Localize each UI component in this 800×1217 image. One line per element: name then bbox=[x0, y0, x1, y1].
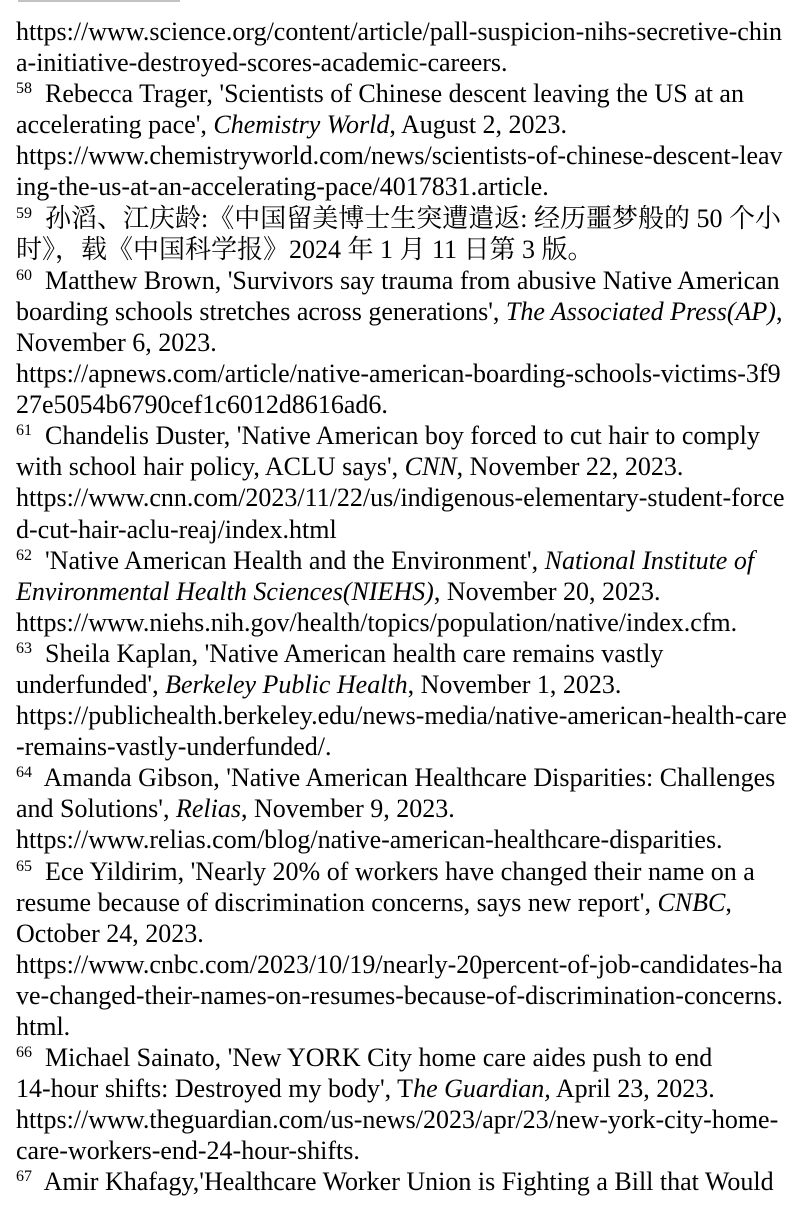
footnote-line bbox=[16, 234, 800, 265]
footnote-text: https://www.cnn.com/2023/11/22/us/indigenous-elementary-student-force bbox=[16, 483, 785, 513]
footnote-line bbox=[16, 389, 800, 420]
footnote-text: October 24, 2023. bbox=[16, 918, 204, 948]
footnote-text: April 23, 2023. bbox=[550, 1074, 715, 1104]
footnote-text: resume because of discrimination concerns, says new report', bbox=[16, 887, 658, 917]
footnote-text: -remains-vastly-underfunded/. bbox=[16, 732, 332, 762]
footnote-line bbox=[16, 16, 800, 47]
source-title-italic: Berkeley Public Health bbox=[165, 669, 408, 699]
footnote-line bbox=[16, 918, 800, 949]
footnote-text: https://www.niehs.nih.gov/health/topics/population/native/index.cfm. bbox=[16, 607, 738, 637]
footnote-text: underfunded', bbox=[16, 669, 166, 699]
footnote-line bbox=[16, 78, 800, 109]
footnote-line bbox=[16, 762, 800, 793]
source-title-italic: he Guardian, bbox=[413, 1074, 551, 1104]
footnote-line bbox=[16, 856, 800, 887]
footnote-line bbox=[16, 980, 800, 1011]
footnote-text: Rebecca Trager, 'Scientists of Chinese descent leaving the US at an bbox=[32, 79, 744, 109]
footnote-line bbox=[16, 1104, 800, 1135]
footnote-line bbox=[16, 451, 800, 482]
footnote-text: , bbox=[775, 296, 783, 326]
footnote-line bbox=[16, 607, 800, 638]
footnote-line bbox=[16, 545, 800, 576]
footnote-text: ing-the-us-at-an-accelerating-pace/4017831.article. bbox=[16, 172, 549, 202]
footnote-text: , November 9, 2023. bbox=[240, 794, 455, 824]
footnote-text: https://publichealth.berkeley.edu/news-media/native-american-health-care bbox=[16, 701, 787, 731]
footnote-number: 58 bbox=[16, 80, 32, 98]
footnote-number: 60 bbox=[16, 266, 32, 284]
footnote-line bbox=[16, 887, 800, 918]
footnote-lines bbox=[16, 16, 800, 1198]
footnote-text: 孙滔、江庆龄:《中国留美博士生突遭遣返: 经历噩梦般的 50 个小 bbox=[32, 203, 781, 233]
source-title-italic: CNBC bbox=[657, 887, 726, 917]
footnote-line bbox=[16, 140, 800, 171]
footnote-text: ve-changed-their-names-on-resumes-because-of-discrimination-concerns. bbox=[16, 980, 783, 1010]
footnote-number: 66 bbox=[16, 1044, 32, 1062]
footnote-text: https://www.science.org/content/article/pall-suspicion-nihs-secretive-chin bbox=[16, 17, 783, 46]
footnote-text: boarding schools stretches across generations', bbox=[16, 296, 506, 326]
source-title-italic: Chemistry World bbox=[213, 110, 390, 140]
footnote-line bbox=[16, 482, 800, 513]
footnote-line bbox=[16, 514, 800, 545]
footnote-text: Amanda Gibson, 'Native American Healthcare Disparities: Challenges bbox=[32, 763, 776, 793]
footnote-line bbox=[16, 669, 800, 700]
footnote-text: 14-hour shifts: Destroyed my body', T bbox=[16, 1074, 414, 1104]
footnote-text: , November 20, 2023. bbox=[433, 576, 661, 606]
footnote-text: with school hair policy, ACLU says', bbox=[16, 452, 405, 482]
footnote-line bbox=[16, 1042, 800, 1073]
footnote-text: Matthew Brown, 'Survivors say trauma from abusive Native American bbox=[32, 265, 780, 295]
footnote-text: care-workers-end-24-hour-shifts. bbox=[16, 1136, 360, 1166]
footnote-line bbox=[16, 731, 800, 762]
source-title-italic: CNN bbox=[404, 452, 457, 482]
footnote-line bbox=[16, 420, 800, 451]
footnote-line bbox=[16, 296, 800, 327]
footnote-text: html. bbox=[16, 1012, 71, 1041]
footnote-line bbox=[16, 265, 800, 296]
footnote-text: , November 22, 2023. bbox=[456, 452, 684, 482]
footnote-text: 'Native American Health and the Environment', bbox=[32, 545, 545, 575]
footnote-text: a-initiative-destroyed-scores-academic-careers. bbox=[16, 48, 508, 78]
footnote-text: , bbox=[725, 887, 732, 917]
source-title-italic: The Associated Press(AP) bbox=[505, 296, 776, 326]
footnote-text: https://www.relias.com/blog/native-american-healthcare-disparities. bbox=[16, 825, 723, 855]
footnote-text: https://www.chemistryworld.com/news/scientists-of-chinese-descent-leav bbox=[16, 141, 783, 171]
footnote-number: 63 bbox=[16, 639, 32, 657]
footnote-separator-line bbox=[18, 0, 180, 2]
footnote-text: https://apnews.com/article/native-american-boarding-schools-victims-3f9 bbox=[16, 359, 781, 389]
footnote-line bbox=[16, 949, 800, 980]
footnote-text: , November 1, 2023. bbox=[407, 669, 622, 699]
source-title-italic: Relias bbox=[175, 794, 241, 824]
footnote-number: 62 bbox=[16, 546, 32, 564]
footnote-text: accelerating pace', bbox=[16, 110, 214, 140]
footnote-text: and Solutions', bbox=[16, 794, 176, 824]
footnote-line bbox=[16, 793, 800, 824]
footnote-number: 67 bbox=[16, 1168, 32, 1186]
footnote-line bbox=[16, 109, 800, 140]
footnote-line bbox=[16, 824, 800, 855]
footnote-line bbox=[16, 1135, 800, 1166]
footnote-line bbox=[16, 1166, 800, 1197]
footnote-line bbox=[16, 1011, 800, 1042]
footnote-text: , August 2, 2023. bbox=[389, 110, 568, 140]
footnote-text: 时》，载《中国科学报》2024 年 1 月 11 日第 3 版。 bbox=[16, 234, 594, 264]
footnote-line bbox=[16, 638, 800, 669]
footnote-text: Amir Khafagy,'Healthcare Worker Union is Fighting a Bill that Would bbox=[32, 1167, 774, 1197]
footnote-line bbox=[16, 47, 800, 78]
footnote-line bbox=[16, 327, 800, 358]
footnote-text: 27e5054b6790cef1c6012d8616ad6. bbox=[16, 390, 388, 420]
footnote-number: 64 bbox=[16, 764, 32, 782]
footnote-number: 59 bbox=[16, 204, 32, 222]
footnote-text: Chandelis Duster, 'Native American boy forced to cut hair to comply bbox=[32, 421, 760, 451]
footnote-line bbox=[16, 576, 800, 607]
footnote-text: Michael Sainato, 'New YORK City home care aides push to end bbox=[32, 1043, 713, 1073]
footnote-text: Sheila Kaplan, 'Native American health care remains vastly bbox=[32, 638, 664, 668]
footnote-text: https://www.theguardian.com/us-news/2023/apr/23/new-york-city-home- bbox=[16, 1105, 779, 1135]
source-title-italic: National Institute of bbox=[544, 545, 755, 575]
footnote-line bbox=[16, 203, 800, 234]
footnote-text: https://www.cnbc.com/2023/10/19/nearly-20percent-of-job-candidates-ha bbox=[16, 949, 783, 979]
footnote-line bbox=[16, 1073, 800, 1104]
footnote-text: d-cut-hair-aclu-reaj/index.html bbox=[16, 514, 337, 544]
source-title-italic: Environmental Health Sciences(NIEHS) bbox=[16, 576, 434, 606]
footnote-line bbox=[16, 171, 800, 202]
footnote-line bbox=[16, 358, 800, 389]
footnote-number: 65 bbox=[16, 857, 32, 875]
footnote-line bbox=[16, 700, 800, 731]
footnote-text: Ece Yildirim, 'Nearly 20% of workers have changed their name on a bbox=[32, 856, 755, 886]
footnote-text: November 6, 2023. bbox=[16, 327, 217, 357]
footnote-number: 61 bbox=[16, 422, 32, 440]
